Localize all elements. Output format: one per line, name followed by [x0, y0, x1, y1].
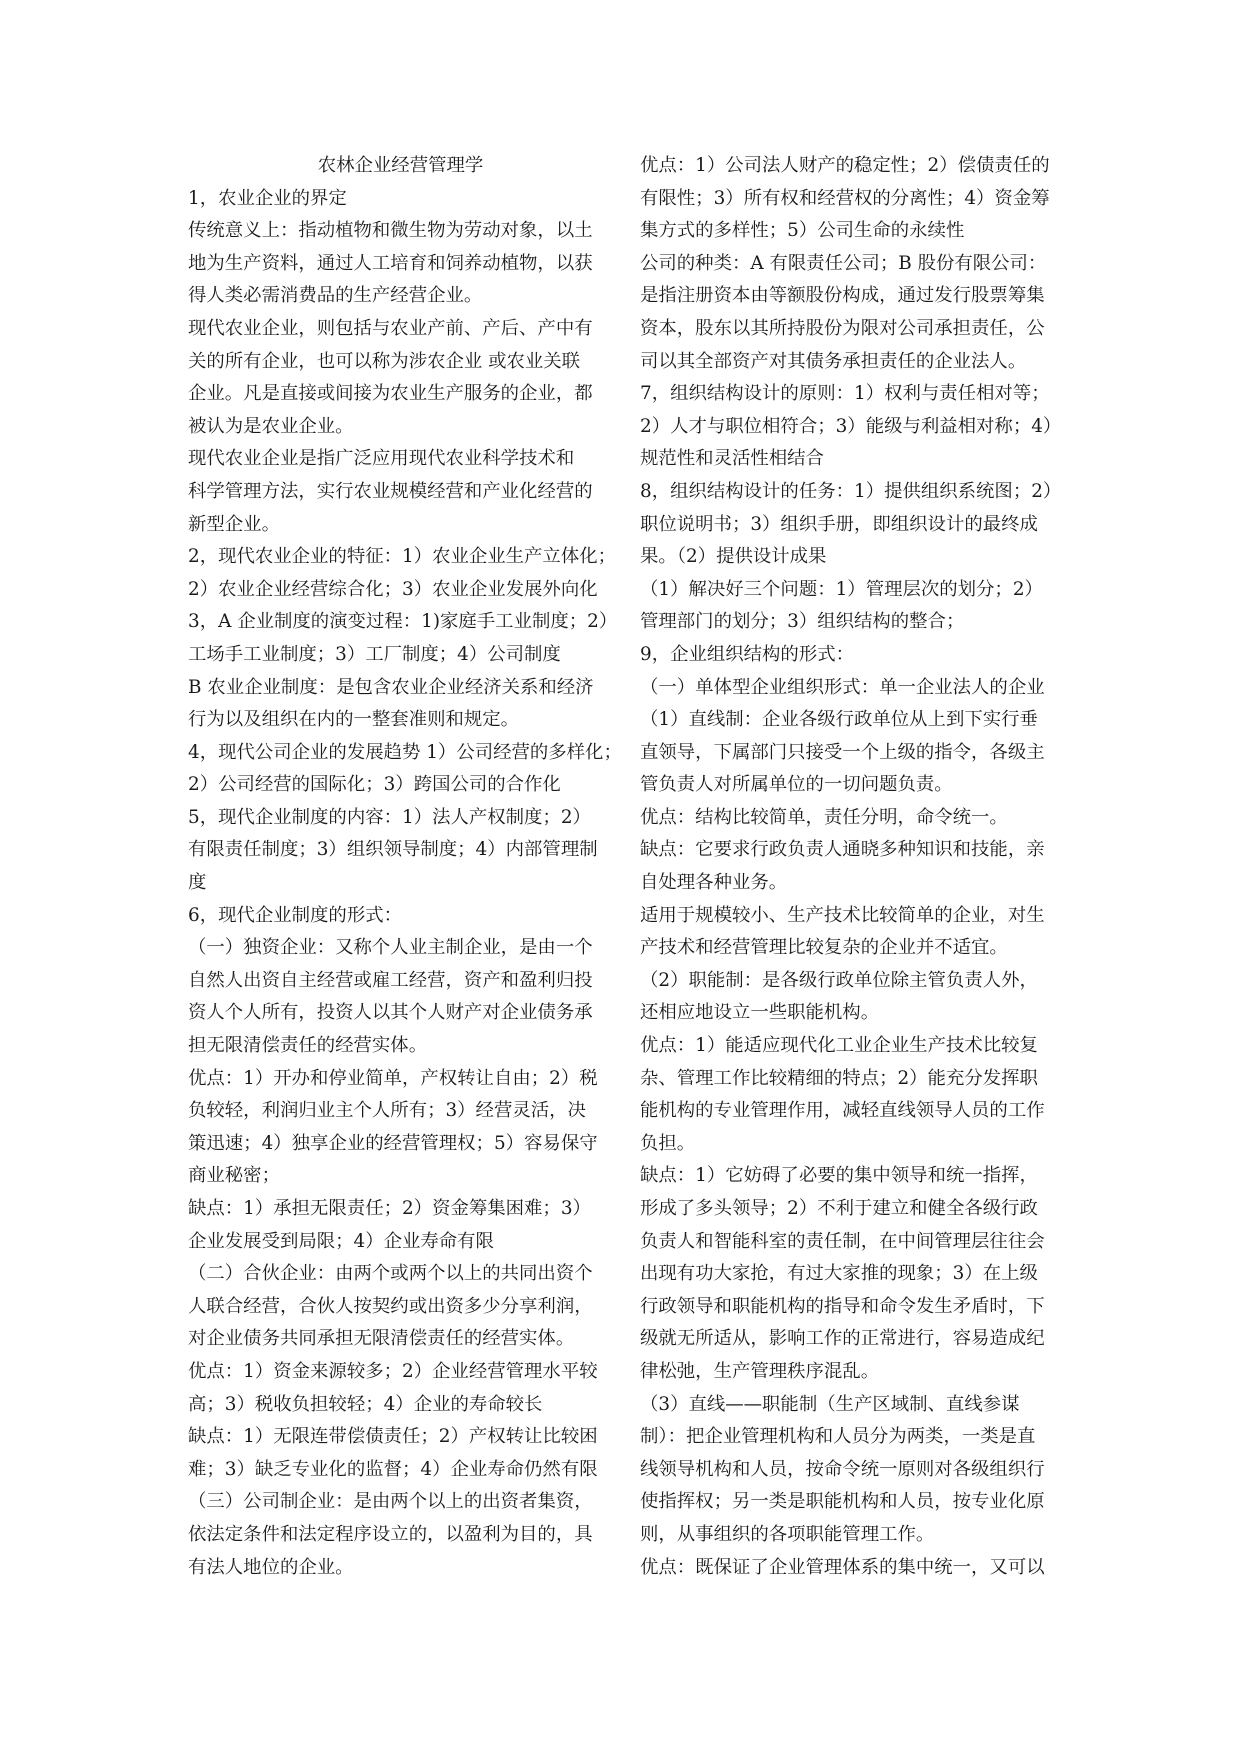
text-line: 果。（2）提供设计成果 — [640, 546, 827, 568]
text-line: 级就无所适从，影响工作的正常进行，容易造成纪 — [640, 1328, 1045, 1350]
document-title: 农林企业经营管理学 — [317, 155, 484, 176]
text-line: 优点：1）公司法人财产的稳定性；2）偿债责任的 — [640, 155, 1050, 176]
text-line: 负较轻，利润归业主个人所有；3）经营灵活，决 — [188, 1100, 586, 1122]
text-line: （3）直线——职能制（生产区域制、直线参谋 — [640, 1393, 1020, 1415]
text-line: 线领导机构和人员，按命令统一原则对各级组织行 — [640, 1458, 1045, 1480]
text-line: 策迅速；4）独享企业的经营管理权；5）容易保守 — [188, 1132, 598, 1154]
text-line: 集方式的多样性；5）公司生命的永续性 — [640, 220, 965, 242]
text-line: 自然人出资自主经营或雇工经营，资产和盈利归投 — [188, 969, 593, 991]
text-line: 出现有功大家抢，有过大家推的现象；3）在上级 — [640, 1263, 1038, 1285]
text-line: 是指注册资本由等额股份构成，通过发行股票筹集 — [640, 285, 1045, 307]
text-line: 优点：既保证了企业管理体系的集中统一，又可以 — [640, 1556, 1045, 1578]
text-line: 负担。 — [640, 1132, 696, 1154]
text-line: （三）公司制企业：是由两个以上的出资者集资， — [188, 1491, 593, 1513]
text-line: 8，组织结构设计的任务：1）提供组织系统图；2） — [640, 480, 1062, 502]
text-line: 度 — [188, 872, 207, 894]
text-line: 难；3）缺乏专业化的监督；4）企业寿命仍然有限 — [188, 1458, 598, 1480]
text-line: 则，从事组织的各项职能管理工作。 — [640, 1523, 935, 1545]
text-line: 资本，股东以其所持股份为限对公司承担责任，公 — [640, 317, 1045, 339]
text-line: 制）：把企业管理机构和人员分为两类，一类是直 — [640, 1426, 1036, 1448]
left-column — [188, 150, 622, 1584]
text-line: 直领导，下属部门只接受一个上级的指令，各级主 — [640, 741, 1045, 763]
text-line: 工场手工业制度；3）工厂制度；4）公司制度 — [188, 643, 561, 665]
text-line: 优点：1）开办和停业简单，产权转让自由；2）税 — [188, 1067, 598, 1089]
text-line: 缺点：1）它妨碍了必要的集中领导和统一指挥， — [640, 1165, 1038, 1187]
text-line: 有法人地位的企业。 — [188, 1556, 354, 1578]
text-line: 5，现代企业制度的内容：1）法人产权制度；2） — [188, 806, 591, 828]
text-line: 企业发展受到局限；4）企业寿命有限 — [188, 1230, 494, 1252]
text-line: （2）职能制：是各级行政单位除主管负责人外， — [640, 969, 1038, 991]
text-line: 得人类必需消费品的生产经营企业。 — [188, 285, 483, 307]
text-line: 公司的种类：A 有限责任公司；B 股份有限公司： — [640, 252, 1047, 274]
text-line: 缺点：1）承担无限责任；2）资金筹集困难；3） — [188, 1198, 591, 1219]
text-line: 自处理各种业务。 — [640, 872, 788, 894]
text-line: 管理部门的划分；3）组织结构的整合； — [640, 611, 965, 633]
text-line: 被认为是农业企业。 — [188, 415, 354, 437]
text-line: 使指挥权；另一类是职能机构和人员，按专业化原 — [640, 1491, 1045, 1513]
text-line: （一）独资企业：又称个人业主制企业，是由一个 — [188, 937, 593, 959]
text-line: 行政领导和职能机构的指导和命令发生矛盾时，下 — [640, 1295, 1045, 1317]
text-line: 适用于规模较小、生产技术比较简单的企业，对生 — [640, 904, 1045, 926]
text-line: （1）直线制：企业各级行政单位从上到下实行垂 — [640, 709, 1038, 731]
text-line: 2）公司经营的国际化；3）跨国公司的合作化 — [188, 774, 561, 796]
text-line: 资人个人所有，投资人以其个人财产对企业债务承 — [188, 1002, 593, 1024]
text-line: 行为以及组织在内的一整套准则和规定。 — [188, 709, 520, 731]
text-line: 企业。凡是直接或间接为农业生产服务的企业，都 — [188, 383, 593, 405]
text-line: 有限责任制度；3）组织领导制度；4）内部管理制 — [188, 839, 598, 861]
text-line: 6，现代企业制度的形式： — [188, 904, 402, 926]
text-line: 关的所有企业，也可以称为涉农企业 或农业关联 — [188, 350, 581, 372]
text-line: 产技术和经营管理比较复杂的企业并不适宜。 — [640, 937, 1008, 959]
text-line: 还相应地设立一些职能机构。 — [640, 1002, 880, 1024]
text-line: 传统意义上：指动植物和微生物为劳动对象，以土 — [188, 220, 593, 242]
text-line: 规范性和灵活性相结合 — [640, 448, 824, 470]
text-line: 优点：1）资金来源较多；2）企业经营管理水平较 — [188, 1360, 598, 1382]
text-line: 地为生产资料，通过人工培育和饲养动植物，以获 — [188, 252, 593, 274]
text-line: （二）合伙企业：由两个或两个以上的共同出资个 — [188, 1263, 593, 1285]
text-line: 2）农业企业经营综合化；3）农业企业发展外向化 — [188, 578, 598, 600]
text-line: 4，现代公司企业的发展趋势 1）公司经营的多样化； — [188, 741, 622, 763]
text-line: 杂、管理工作比较精细的特点；2）能充分发挥职 — [640, 1067, 1038, 1089]
text-line: 担无限清偿责任的经营实体。 — [188, 1035, 428, 1057]
text-line: 对企业债务共同承担无限清偿责任的经营实体。 — [188, 1328, 575, 1350]
text-line: 现代农业企业，则包括与农业产前、产后、产中有 — [188, 317, 593, 339]
text-line: 新型企业。 — [188, 513, 280, 535]
text-line: 缺点：它要求行政负责人通晓多种知识和技能，亲 — [640, 839, 1045, 861]
text-line: 律松弛，生产管理秩序混乱。 — [640, 1360, 880, 1382]
text-line: 2）人才与职位相符合；3）能级与利益相对称；4） — [640, 415, 1062, 437]
text-line: （一）单体型企业组织形式：单一企业法人的企业 — [640, 676, 1045, 698]
text-line: 7，组织结构设计的原则：1）权利与责任相对等； — [640, 383, 1050, 405]
text-line: 职位说明书；3）组织手册，即组织设计的最终成 — [640, 513, 1038, 535]
text-line: 司以其全部资产对其债务承担责任的企业法人。 — [640, 350, 1027, 372]
text-line: 有限性；3）所有权和经营权的分离性；4）资金筹 — [640, 187, 1050, 209]
text-line: 负责人和智能科室的责任制，在中间管理层往往会 — [640, 1230, 1045, 1252]
text-line: 现代农业企业是指广泛应用现代农业科学技术和 — [188, 448, 575, 470]
text-line: 商业秘密； — [188, 1165, 280, 1187]
text-line: 优点：结构比较简单，责任分明，命令统一。 — [640, 806, 1008, 828]
text-line: 缺点：1）无限连带偿债责任；2）产权转让比较困 — [188, 1426, 598, 1448]
text-line: 优点：1）能适应现代化工业企业生产技术比较复 — [640, 1035, 1038, 1057]
text-line: 高；3）税收负担较轻；4）企业的寿命较长 — [188, 1393, 543, 1415]
text-line: 能机构的专业管理作用，减轻直线领导人员的工作 — [640, 1100, 1045, 1122]
text-line: 人联合经营，合伙人按契约或出资多少分享利润， — [188, 1295, 593, 1317]
text-line: B 农业企业制度：是包含农业企业经济关系和经济 — [188, 676, 594, 698]
text-line: 依法定条件和法定程序设立的，以盈利为目的，具 — [188, 1523, 593, 1545]
text-line: 1，农业企业的界定 — [188, 187, 347, 209]
right-column — [640, 150, 1065, 1584]
text-line: 管负责人对所属单位的一切问题负责。 — [640, 774, 953, 796]
text-line: （1）解决好三个问题：1）管理层次的划分；2） — [640, 578, 1043, 600]
text-line: 科学管理方法，实行农业规模经营和产业化经营的 — [188, 480, 593, 502]
text-line: 2，现代农业企业的特征：1）农业企业生产立体化； — [188, 546, 616, 568]
text-line: 形成了多头领导；2）不利于建立和健全各级行政 — [640, 1198, 1038, 1219]
text-line: 3，A 企业制度的演变过程：1)家庭手工业制度；2） — [188, 611, 618, 633]
text-line: 9，企业组织结构的形式： — [640, 643, 854, 665]
